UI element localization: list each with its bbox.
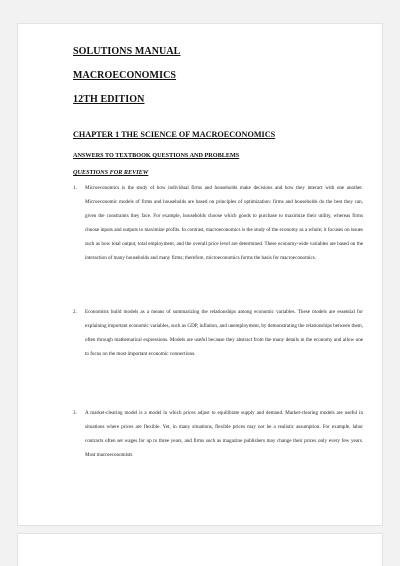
answer-text: A market-clearing model is a model in which prices adjust to equilibrate supply and demand. Market-clearing models are useful in situations where prices are flexible. Yet, in many situations, flexible prices may not be a realistic assumption. For example, labor contracts often set wages for up to three years, and firms such as magazine publishers may change their prices only every few years. Most macroeconomists	[85, 410, 363, 458]
subject-title: MACROECONOMICS	[73, 70, 177, 81]
next-page	[17, 533, 383, 566]
answer-text: Microeconomics is the study of how individual firms and households make decisions and how they interact with one another. Microeconomic models of firms and households are based on principles of optimization: firms and households do the best they can, given the constraints they face. For example, households choose which goods to purchase to maximize their utility, whereas firms choose inputs and outputs to maximize profits. In contrast, macroeconomics is the study of the economy as a whole; it focuses on issues such as how total output, total employment, and the overall price level are determined. These economy-wide variables are based on the interaction of many households and many firms; therefore, microeconomics forms the basis for macroeconomics.	[85, 185, 363, 261]
answer-item	[73, 406, 363, 462]
answer-number: 1.	[73, 185, 77, 191]
edition-title: 12TH EDITION	[73, 94, 145, 105]
answer-item	[73, 181, 363, 265]
chapter-heading: CHAPTER 1 THE SCIENCE OF MACROECONOMICS	[73, 130, 276, 139]
answer-item	[73, 305, 363, 361]
subsection-heading: QUESTIONS FOR REVIEW	[73, 169, 149, 176]
answer-number: 2.	[73, 309, 77, 315]
section-heading: ANSWERS TO TEXTBOOK QUESTIONS AND PROBLEMS	[73, 152, 240, 159]
document-page	[17, 23, 383, 526]
answer-number: 3.	[73, 410, 77, 416]
manual-title: SOLUTIONS MANUAL	[73, 46, 181, 57]
answer-text: Economists build models as a means of summarizing the relationships among economic variables. These models are essential for explaining important economic variables, such as GDP, inflation, and unemployment, by demonstrating the relationships between them, often through mathematical expressions. Models are useful because they abstract from the many details in the economy and allow one to focus on the most important economic connections.	[85, 309, 363, 357]
